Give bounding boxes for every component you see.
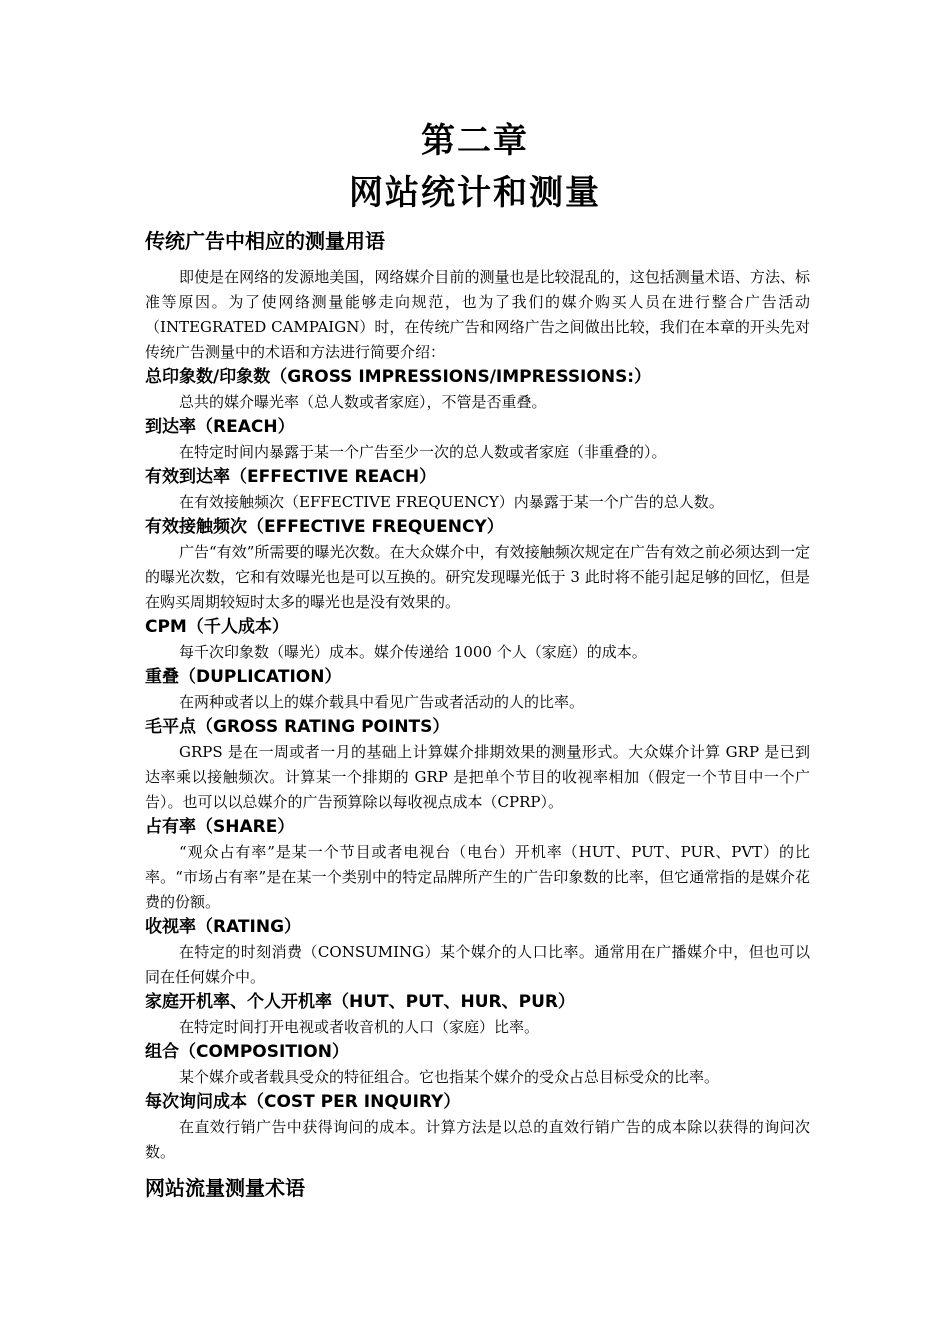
- term-definition: 在两种或者以上的媒介载具中看见广告或者活动的人的比率。: [179, 693, 585, 711]
- term-definition: 总共的媒介曝光率（总人数或者家庭），不管是否重叠。: [179, 393, 547, 411]
- section-heading-web-traffic-terms: 网站流量测量术语: [145, 1176, 305, 1200]
- chapter-title: 网站统计和测量: [349, 173, 601, 213]
- chapter-label: 第二章: [421, 121, 529, 161]
- term-definition: 在特定的时刻消费（CONSUMING）某个媒介的人口比率。通常用在广播媒介中，但也可以同在任何媒介中。: [145, 943, 810, 986]
- term-heading: 有效到达率（EFFECTIVE REACH）: [145, 467, 437, 487]
- term-definition: 某个媒介或者载具受众的特征组合。它也指某个媒介的受众占总目标受众的比率。: [179, 1068, 720, 1086]
- term-heading: 收视率（RATING）: [145, 917, 302, 937]
- intro-paragraph: 即使是在网络的发源地美国，网络媒介目前的测量也是比较混乱的，这包括测量术语、方法、标准等原因。为了使网络测量能够走向规范，也为了我们的媒介购买人员在进行整合广告活动（INTEGRATED CAMPAIGN）时，在传统广告和网络广告之间做出比较，我们在本章的开头先对传统广告测量中的术语和方法进行简要介绍：: [145, 268, 810, 361]
- term-definition: 在直效行销广告中获得询问的成本。计算方法是以总的直效行销广告的成本除以获得的询问次数。: [145, 1118, 810, 1161]
- section-heading-traditional-terms: 传统广告中相应的测量用语: [145, 229, 385, 253]
- term-definition: 每千次印象数（曝光）成本。媒介传递给 1000 个人（家庭）的成本。: [179, 643, 647, 661]
- term-heading: 到达率（REACH）: [145, 417, 295, 437]
- term-definition: 在特定时间打开电视或者收音机的人口（家庭）比率。: [179, 1018, 540, 1036]
- term-heading: CPM（千人成本）: [145, 617, 289, 637]
- term-definition: GRPS 是在一周或者一月的基础上计算媒介排期效果的测量形式。大众媒介计算 GRP 是已到达率乘以接触频次。计算某一个排期的 GRP 是把单个节目的收视率相加（假定一个节目中一个广告）。也可以以总媒介的广告预算除以每收视点成本（CPRP）。: [145, 743, 810, 811]
- term-definition: 在特定时间内暴露于某一个广告至少一次的总人数或者家庭（非重叠的）。: [179, 443, 667, 461]
- section-body-traditional-terms: [145, 265, 810, 1165]
- term-heading: 重叠（DUPLICATION）: [145, 667, 342, 687]
- term-heading: 占有率（SHARE）: [145, 817, 295, 837]
- term-definition: 在有效接触频次（EFFECTIVE FREQUENCY）内暴露于某一个广告的总人数。: [179, 493, 724, 511]
- term-definition: 广告“有效”所需要的曝光次数。在大众媒介中，有效接触频次规定在广告有效之前必须达到一定的曝光次数，它和有效曝光也是可以互换的。研究发现曝光低于 3 此时将不能引起足够的回忆，但是在购买周期较短时太多的曝光也是没有效果的。: [145, 543, 810, 611]
- term-heading: 有效接触频次（EFFECTIVE FREQUENCY）: [145, 517, 504, 537]
- term-heading: 组合（COMPOSITION）: [145, 1042, 349, 1062]
- term-heading: 毛平点（GROSS RATING POINTS）: [145, 717, 450, 737]
- term-definition: “观众占有率”是某一个节目或者电视台（电台）开机率（HUT、PUT、PUR、PVT）的比率。“市场占有率”是在某一个类别中的特定品牌所产生的广告印象数的比率，但它通常指的是媒介花费的份额。: [145, 843, 810, 911]
- term-heading: 总印象数/印象数（GROSS IMPRESSIONS/IMPRESSIONS:）: [145, 367, 652, 387]
- term-heading: 每次询问成本（COST PER INQUIRY）: [145, 1092, 461, 1112]
- term-heading: 家庭开机率、个人开机率（HUT、PUT、HUR、PUR）: [145, 992, 575, 1012]
